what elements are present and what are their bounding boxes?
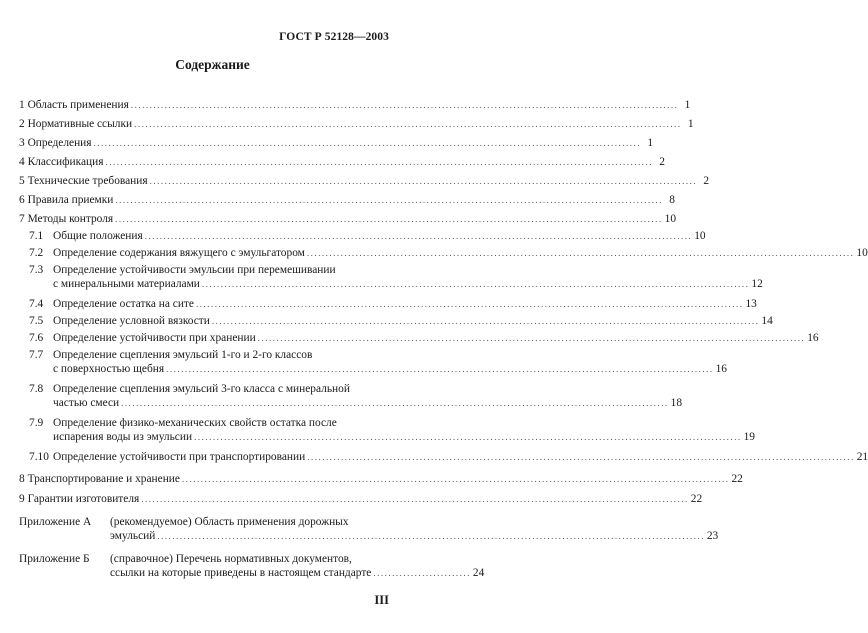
toc-number: 7.4 bbox=[29, 298, 44, 310]
toc-label: Правила приемки bbox=[27, 194, 114, 206]
toc-label: Технические требования bbox=[27, 175, 148, 187]
toc-number: Приложение Б bbox=[19, 553, 90, 565]
document-header: ГОСТ Р 52128—2003 bbox=[279, 31, 389, 43]
toc-entry: 2 Нормативные ссылки .................................................................................................................................................. 1 bbox=[19, 118, 694, 130]
toc-entry: 7.5 Определение условной вязкости .................................................................................................................................................. 14 bbox=[29, 315, 773, 327]
toc-page: 12 bbox=[751, 278, 763, 290]
toc-entry: 4 Классификация .................................................................................................................................................. 2 bbox=[19, 156, 665, 168]
toc-entry: 7.8 Определение сцепления эмульсий 3-го класса с минеральной частью смеси .................................................................................................................................................. 18 bbox=[29, 383, 683, 409]
toc-page: 1 bbox=[684, 99, 691, 111]
toc-entry: 7.9 Определение физико-механических свойств остатка после испарения воды из эмульсии .................................................................................................................................................. 19 bbox=[29, 417, 755, 443]
toc-label: Определение сцепления эмульсий 1-го и 2-го классов bbox=[53, 349, 313, 361]
toc-entry: 7.7 Определение сцепления эмульсий 1-го и 2-го классов с поверхностью щебня .................................................................................................................................................. 16 bbox=[29, 349, 727, 375]
toc-page: 19 bbox=[743, 431, 755, 443]
toc-number: 7.2 bbox=[29, 247, 44, 259]
toc-number: 5 bbox=[19, 175, 25, 187]
toc-label: (рекомендуемое) Область применения дорожных bbox=[110, 516, 349, 528]
toc-page: 24 bbox=[472, 567, 485, 579]
toc-page: 16 bbox=[715, 363, 727, 375]
toc-number: 1 bbox=[19, 99, 25, 111]
toc-label: Определение сцепления эмульсий 3-го класса с минеральной bbox=[53, 383, 350, 395]
toc-page: 22 bbox=[731, 473, 743, 485]
toc-label: Определение остатка на сите bbox=[53, 298, 194, 310]
toc-label: Методы контроля bbox=[27, 213, 114, 225]
toc-entry: 3 Определения .................................................................................................................................................. 1 bbox=[19, 137, 654, 149]
toc-page: 23 bbox=[706, 530, 719, 542]
toc-number: 7.3 bbox=[29, 264, 44, 276]
toc-label: Определение физико-механических свойств остатка после bbox=[53, 417, 337, 429]
toc-page: 2 bbox=[703, 175, 710, 187]
toc-label: Определение содержания вяжущего с эмульгатором bbox=[53, 247, 305, 259]
toc-number: 7.1 bbox=[29, 230, 44, 242]
toc-page: 18 bbox=[670, 397, 683, 409]
toc-number: 9 bbox=[19, 493, 25, 505]
toc-number: 2 bbox=[19, 118, 25, 130]
toc-entry: 1 Область применения .................................................................................................................................................. 1 bbox=[19, 99, 691, 111]
toc-number: 3 bbox=[19, 137, 25, 149]
toc-label: (справочное) Перечень нормативных документов, bbox=[110, 553, 352, 565]
toc-number: 7.5 bbox=[29, 315, 44, 327]
toc-label: Определение устойчивости при хранении bbox=[53, 332, 256, 344]
toc-page: 1 bbox=[687, 118, 694, 130]
toc-page: 13 bbox=[745, 298, 757, 310]
toc-entry: 7.3 Определение устойчивости эмульсии при перемешивании с минеральными материалами .................................................................................................................................................. 12 bbox=[29, 264, 763, 290]
toc-label: Нормативные ссылки bbox=[27, 118, 133, 130]
toc-number: 7.8 bbox=[29, 383, 44, 395]
toc-label: Область применения bbox=[27, 99, 129, 111]
toc-entry: 7 Методы контроля .................................................................................................................................................. 10 bbox=[19, 213, 677, 225]
toc-label-continued: частью смеси bbox=[53, 397, 120, 409]
toc-entry: 7.2 Определение содержания вяжущего с эмульгатором .................................................................................................................................................. 10 bbox=[29, 247, 868, 259]
toc-page: 10 bbox=[694, 230, 706, 242]
toc-page: 16 bbox=[807, 332, 819, 344]
toc-page: 2 bbox=[659, 156, 665, 168]
toc-number: 7.9 bbox=[29, 417, 44, 429]
toc-entry: 9 Гарантии изготовителя .................................................................................................................................................. 22 bbox=[19, 493, 703, 505]
toc-page: 10 bbox=[664, 213, 677, 225]
toc-entry: 7.4 Определение остатка на сите .................................................................................................................................................. 13 bbox=[29, 298, 757, 310]
toc-label: Определение устойчивости эмульсии при перемешивании bbox=[53, 264, 336, 276]
toc-entry: 5 Технические требования .................................................................................................................................................. 2 bbox=[19, 175, 710, 187]
toc-entry: Приложение Б (справочное) Перечень нормативных документов, ссылки на которые приведены в настоящем стандарте .......................... 24 bbox=[19, 553, 485, 579]
toc-page: 8 bbox=[669, 194, 675, 206]
toc-number: 7.10 bbox=[29, 451, 49, 463]
toc-page: 22 bbox=[690, 493, 703, 505]
toc-entry: Приложение А (рекомендуемое) Область применения дорожных эмульсий .................................................................................................................................................. 23 bbox=[19, 516, 719, 542]
toc-number: 4 bbox=[19, 156, 25, 168]
toc-entry: 7.6 Определение устойчивости при хранении .................................................................................................................................................. 16 bbox=[29, 332, 819, 344]
toc-number: 8 bbox=[19, 473, 25, 485]
toc-entry: 6 Правила приемки .................................................................................................................................................. 8 bbox=[19, 194, 675, 206]
toc-label-continued: с минеральными материалами bbox=[53, 278, 200, 290]
toc-page: 10 bbox=[856, 247, 868, 259]
toc-label-continued: испарения воды из эмульсии bbox=[53, 431, 193, 443]
toc-label: Транспортирование и хранение bbox=[27, 473, 180, 485]
toc-page: 1 bbox=[647, 137, 654, 149]
toc-number: 7 bbox=[19, 213, 25, 225]
toc-label-continued: ссылки на которые приведены в настоящем стандарте bbox=[110, 567, 372, 579]
toc-label: Определение условной вязкости bbox=[53, 315, 210, 327]
page-title: Содержание bbox=[175, 57, 250, 72]
toc-page: 21 bbox=[856, 451, 868, 463]
toc-label: Определения bbox=[27, 137, 92, 149]
toc-label: Общие положения bbox=[53, 230, 143, 242]
toc-label-continued: с поверхностью щебня bbox=[53, 363, 165, 375]
toc-number: 7.6 bbox=[29, 332, 44, 344]
toc-number: 7.7 bbox=[29, 349, 44, 361]
toc-entry: 7.1 Общие положения .................................................................................................................................................. 10 bbox=[29, 230, 706, 242]
toc-label: Классификация bbox=[27, 156, 104, 168]
toc-label-continued: эмульсий bbox=[110, 530, 156, 542]
toc-entry: 7.10 Определение устойчивости при транспортировании .................................................................................................................................................. 21 bbox=[29, 451, 868, 463]
toc-number: Приложение А bbox=[19, 516, 92, 528]
toc-page: 14 bbox=[761, 315, 773, 327]
toc-label: Определение устойчивости при транспортировании bbox=[53, 451, 306, 463]
toc-entry: 8 Транспортирование и хранение .................................................................................................................................................. 22 bbox=[19, 473, 743, 485]
toc-number: 6 bbox=[19, 194, 25, 206]
page-number: III bbox=[374, 593, 389, 607]
toc-label: Гарантии изготовителя bbox=[27, 493, 140, 505]
